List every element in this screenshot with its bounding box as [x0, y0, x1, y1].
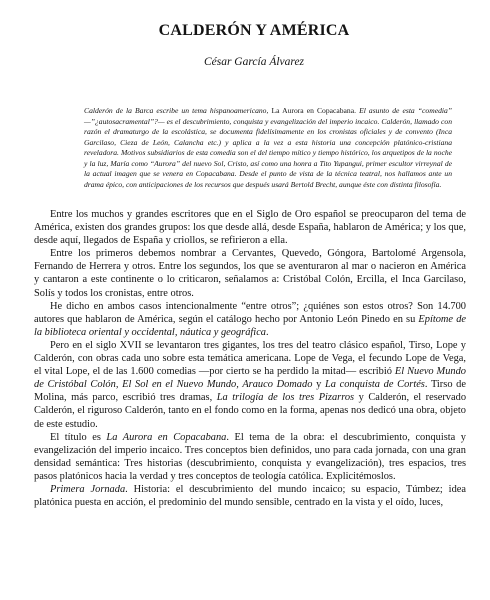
italic-run: La conquista de Cortés	[324, 379, 425, 391]
text-run: . El tema de la obra: el descubrimiento, conquista y evangelización del imperio incaico. Tres conceptos bien definidos, uno para cada jornada, con una gran densidad semántica: Tres historias (descubrimiento, conquista y evangelización), tres espacios, tres pasos platónicos hacia la verdad y tres conceptos de teología católica. Explicitémoslos.	[34, 431, 466, 482]
body-paragraph	[34, 431, 466, 483]
article-body	[34, 208, 466, 509]
text-run: y	[312, 379, 325, 391]
text-run: . Historia: el descubrimiento del mundo incaico; su espacio, Túmbez; idea platónica puesta en acción, el predominio del mundo sensible, centrado en la vista y el oído, luces,	[34, 483, 466, 509]
text-run: He dicho en ambos casos intencionalmente “entre otros”; ¿quiénes son estos otros? Son 14.700 autores que hablaron de América, según el catálogo hecho por Antonio León Pinedo en su	[34, 300, 466, 325]
body-paragraph	[34, 483, 466, 509]
abstract-run: La Aurora en Copacabana.	[271, 106, 356, 115]
italic-run: La trilogía de los tres Pizarros	[216, 392, 355, 404]
abstract	[84, 106, 452, 190]
text-run: . Tirso de Molina, más parco, escribió tres dramas,	[34, 379, 466, 404]
body-paragraph	[34, 300, 466, 339]
italic-run: Primera Jornada	[50, 483, 126, 495]
abstract-run: El asunto de esta “comedia” —”¿autosacramental”?— es el descubrimiento, conquista y evangelización del imperio incaico. Calderón, llamado con razón el dramaturgo de la escolástica, se documenta fidelísimamente en los cronistas oficiales y de convento (Inca Garcilaso, Cieza de León, Calancha etc.) y aplica a la vez a esta historia una concepción platónico-cristiana reveladora. Motivos subsidiarios de esta comedia son el del tiempo mítico y tiempo histórico, los arquetipos de la noche y la luz, María como “Aurora” del nuevo Sol, Cristo, así como una honra a Tito Yupangui, primer escultor virreynal de la actual imagen que se venera en Copacabana. Desde el punto de vista de la técnica teatral, nos hallamos ante un drama épico, con anticipaciones de los recursos que después usará Bertold Brecht, aunque éste con distinta filosofía.	[84, 106, 452, 189]
article-title: CALDERÓN Y AMÉRICA	[158, 22, 350, 39]
article-author: César García Álvarez	[203, 56, 305, 68]
text-run: Entre los muchos y grandes escritores que en el Siglo de Oro español se preocuparon del tema de América, existen dos grandes grupos: los que desde allá, desde España, hablaron de América; y los que, desde aquí, llegados de España y criollos, se refirieron a ella.	[34, 209, 466, 247]
abstract-run: Calderón de la Barca escribe un tema hispanoamericano,	[84, 106, 272, 115]
text-run: Entre los primeros debemos nombrar a Cervantes, Quevedo, Góngora, Bartolomé Argensola, Fernando de Herrera y otros. Entre los segundos, los que se aventuraron al mar o nacieron en América y cantaron a este continente o lo criticaron, señalamos a: Cristóbal Colón, Ercilla, el Inca Garcilaso, Solís y todos los cronistas, entre otros.	[34, 248, 466, 299]
body-paragraph	[34, 208, 466, 247]
italic-run: Epítome de la biblioteca oriental y occidental, náutica y geográfica	[34, 313, 466, 338]
text-run: Pero en el siglo XVII se levantaron tres gigantes, los tres del teatro clásico español, Tirso, Lope y Calderón, con obras cada uno sobre esta temática americana. Lope de Vega, el fecundo Lope de Vega, el vital Lope, el de las 1.600 comedias —por cierto se ha perdido la mitad— escribió	[34, 339, 466, 378]
text-run: .	[266, 326, 269, 338]
body-paragraph	[34, 247, 466, 299]
italic-run: El Nuevo Mundo de Cristóbal Colón, El Sol en el Nuevo Mundo, Arauco Domado	[34, 366, 466, 391]
body-paragraph	[34, 339, 466, 431]
text-run: El título es	[50, 431, 107, 443]
italic-run: La Aurora en Copacabana	[106, 431, 227, 443]
text-run: y Calderón, el reservado Calderón, el riguroso Calderón, tanto en el fondo como en la forma, apenas nos dedicó una obra, objeto de este estudio.	[34, 392, 467, 430]
